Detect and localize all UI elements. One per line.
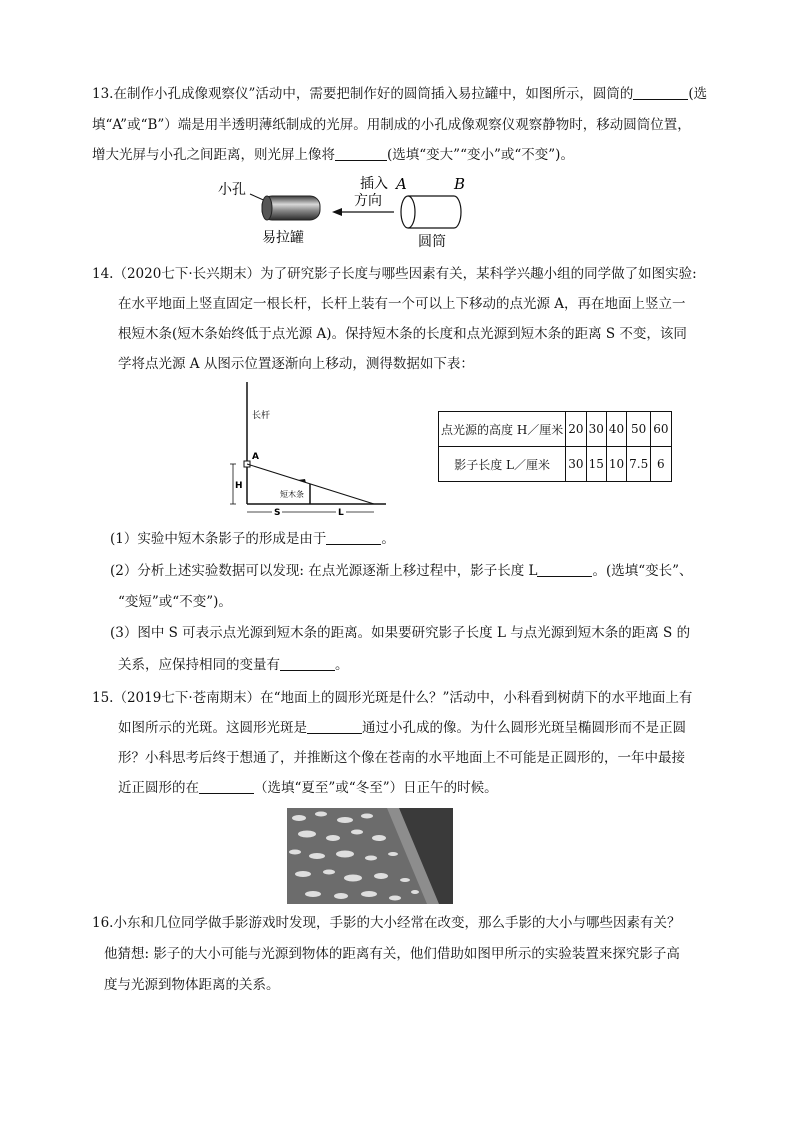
table-cell: 7.5 xyxy=(627,447,651,482)
q16-text: 他猜想: 影子的大小可能与光源到物体的距离有关，他们借助如图甲所示的实验装置来探究影子高 xyxy=(104,946,680,962)
q15-blank-2[interactable] xyxy=(199,779,254,794)
q14-text: 根短木条(短木条始终低于点光源 A)。保持短木条的长度和点光源到短木条的距离 S 不变，该同 xyxy=(118,326,687,342)
table-header-shadow: 影子长度 L／厘米 xyxy=(439,447,566,482)
l-label: L xyxy=(338,508,344,518)
table-cell: 15 xyxy=(586,447,606,482)
shadow-experiment-figure xyxy=(226,378,396,520)
table-cell: 10 xyxy=(606,447,626,482)
q15-text: 形？小科思考后终于想通了，并推断这个像在苍南的水平地面上不可能是正圆形的，一年中最接 xyxy=(118,750,685,766)
q15-text: 15.（2019七下·苍南期末）在“地面上的圆形光斑是什么？”活动中，小科看到树荫下的水平地面上有 xyxy=(92,690,693,706)
q13-blank-1[interactable] xyxy=(633,85,688,100)
q15-text: （选填“夏至”或“冬至”）日正午的时候。 xyxy=(254,780,498,796)
q16-line-1 xyxy=(92,913,680,933)
table-cell: 30 xyxy=(566,447,586,482)
q15-line-4 xyxy=(118,778,498,798)
q14-text: “变短”或“不变”)。 xyxy=(118,594,232,610)
q14-text: 。 xyxy=(335,657,349,673)
q14-text: 。 xyxy=(381,531,395,547)
table-row xyxy=(439,412,672,447)
light-spots-photo xyxy=(287,808,453,904)
q16-text: 16.小东和几位同学做手影游戏时发现，手影的大小经常在改变，那么手影的大小与哪些因素有关？ xyxy=(92,915,681,931)
pole-label: 长杆 xyxy=(252,411,271,421)
q16-line-2 xyxy=(104,944,680,964)
insert-label-1: 插入 xyxy=(360,176,388,192)
q14-sub-2-cont xyxy=(118,592,232,612)
q15-line-2 xyxy=(118,718,686,738)
q14-text: (1）实验中短木条影子的形成是由于 xyxy=(110,531,327,547)
q14-blank-2[interactable] xyxy=(537,562,592,577)
shadow-data-table xyxy=(438,411,672,482)
q14-line-3 xyxy=(118,324,687,344)
q14-sub-3-cont xyxy=(118,655,349,675)
q14-blank-3[interactable] xyxy=(280,656,335,671)
q14-line-2 xyxy=(118,294,686,314)
ray-arrow xyxy=(298,479,306,483)
q13-line-3 xyxy=(92,145,574,165)
q14-line-1 xyxy=(92,264,697,284)
table-cell: 6 xyxy=(651,447,671,482)
table-row xyxy=(439,447,672,482)
q14-text: (3）图中 S 可表示点光源到短木条的距离。如果要研究影子长度 L 与点光源到短木条的距离 S 的 xyxy=(110,625,691,641)
insert-arrow-head xyxy=(332,208,342,216)
can-end xyxy=(262,196,272,220)
q15-text: 通过小孔成的像。为什么圆形光斑呈椭圆形而不是正圆 xyxy=(362,720,686,736)
q15-text: 近正圆形的在 xyxy=(118,780,199,796)
table-cell: 30 xyxy=(586,412,606,447)
q16-line-3 xyxy=(104,975,280,995)
h-label: H xyxy=(235,481,243,491)
q13-text: 填“A”或“B”）端是用半透明薄纸制成的光屏。用制成的小孔成像观察仪观察静物时，移动圆筒位置， xyxy=(92,117,691,133)
q14-text: 14.（2020七下·长兴期末）为了研究影子长度与哪些因素有关，某科学兴趣小组的同学做了如图实验: xyxy=(92,266,697,282)
q13-text: 增大光屏与小孔之间距离，则光屏上像将 xyxy=(92,147,335,163)
end-b-label: B xyxy=(454,175,466,193)
tube-end-a xyxy=(401,196,415,228)
q15-blank-1[interactable] xyxy=(307,719,362,734)
q14-text: 关系，应保持相同的变量有 xyxy=(118,657,280,673)
q14-text: 在水平地面上竖直固定一根长杆，长杆上装有一个可以上下移动的点光源 A，再在地面上竖立一 xyxy=(118,296,686,312)
q14-sub-1 xyxy=(110,529,395,549)
s-label: S xyxy=(274,508,281,518)
tube-end-b xyxy=(454,196,461,228)
tube-label: 圆筒 xyxy=(418,234,446,250)
q13-text: 13.在制作小孔成像观察仪”活动中，需要把制作好的圆筒插入易拉罐中，如图所示，圆筒的 xyxy=(92,86,634,102)
short-stick-label: 短木条 xyxy=(280,490,304,499)
table-cell: 50 xyxy=(627,412,651,447)
q13-line-1 xyxy=(92,84,707,104)
point-a-label: A xyxy=(252,452,259,462)
q14-text: 学将点光源 A 从图示位置逐渐向上移动，测得数据如下表： xyxy=(118,356,474,372)
can-label: 易拉罐 xyxy=(262,230,304,246)
q13-blank-2[interactable] xyxy=(335,146,387,161)
q15-line-3 xyxy=(118,748,685,768)
table-cell: 40 xyxy=(606,412,626,447)
q14-text: 。(选填“变长”、 xyxy=(592,563,693,579)
insert-label-2: 方向 xyxy=(354,193,382,209)
end-a-label: A xyxy=(396,175,407,193)
q14-blank-1[interactable] xyxy=(326,530,381,545)
q14-text: (2）分析上述实验数据可以发现: 在点光源逐渐上移过程中，影子长度 L xyxy=(110,563,538,579)
q15-line-1 xyxy=(92,688,692,708)
table-header-height: 点光源的高度 H／厘米 xyxy=(439,412,566,447)
hole-label: 小孔 xyxy=(218,182,246,198)
table-cell: 20 xyxy=(566,412,586,447)
pinhole-viewer-figure xyxy=(210,172,480,250)
q15-text: 如图所示的光斑。这圆形光斑是 xyxy=(118,720,307,736)
q14-line-4 xyxy=(118,354,474,374)
table-cell: 60 xyxy=(651,412,671,447)
q14-sub-3 xyxy=(110,623,690,643)
q14-sub-2 xyxy=(110,561,693,581)
q16-text: 度与光源到物体距离的关系。 xyxy=(104,977,280,993)
q13-line-2 xyxy=(92,115,691,135)
q13-text: (选 xyxy=(688,86,708,102)
q13-text: (选填“变大”“变小”或“不变”)。 xyxy=(387,147,574,163)
